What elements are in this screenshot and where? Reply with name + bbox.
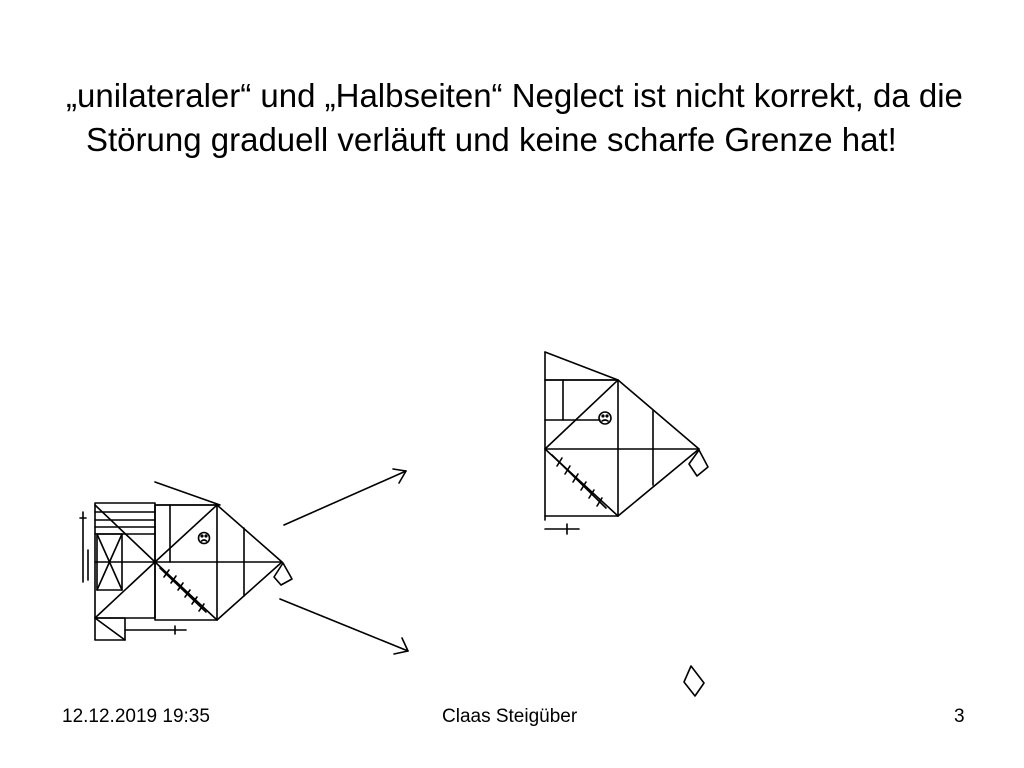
slide-statement: „unilateraler“ und „Halbseiten“ Neglect ist nicht korrekt, da die Störung graduell verläuft und keine scharfe Grenze hat! <box>66 77 963 158</box>
arrow-lower <box>280 599 408 654</box>
footer-author: Claas Steigüber <box>442 706 578 727</box>
footer-page-number: 3 <box>954 706 965 727</box>
original-figure-drawing <box>80 482 292 640</box>
lone-drop-shape <box>684 666 704 696</box>
neglect-copy-drawing <box>545 352 708 534</box>
arrow-upper <box>284 469 406 525</box>
footer-datetime: 12.12.2019 19:35 <box>62 706 210 727</box>
